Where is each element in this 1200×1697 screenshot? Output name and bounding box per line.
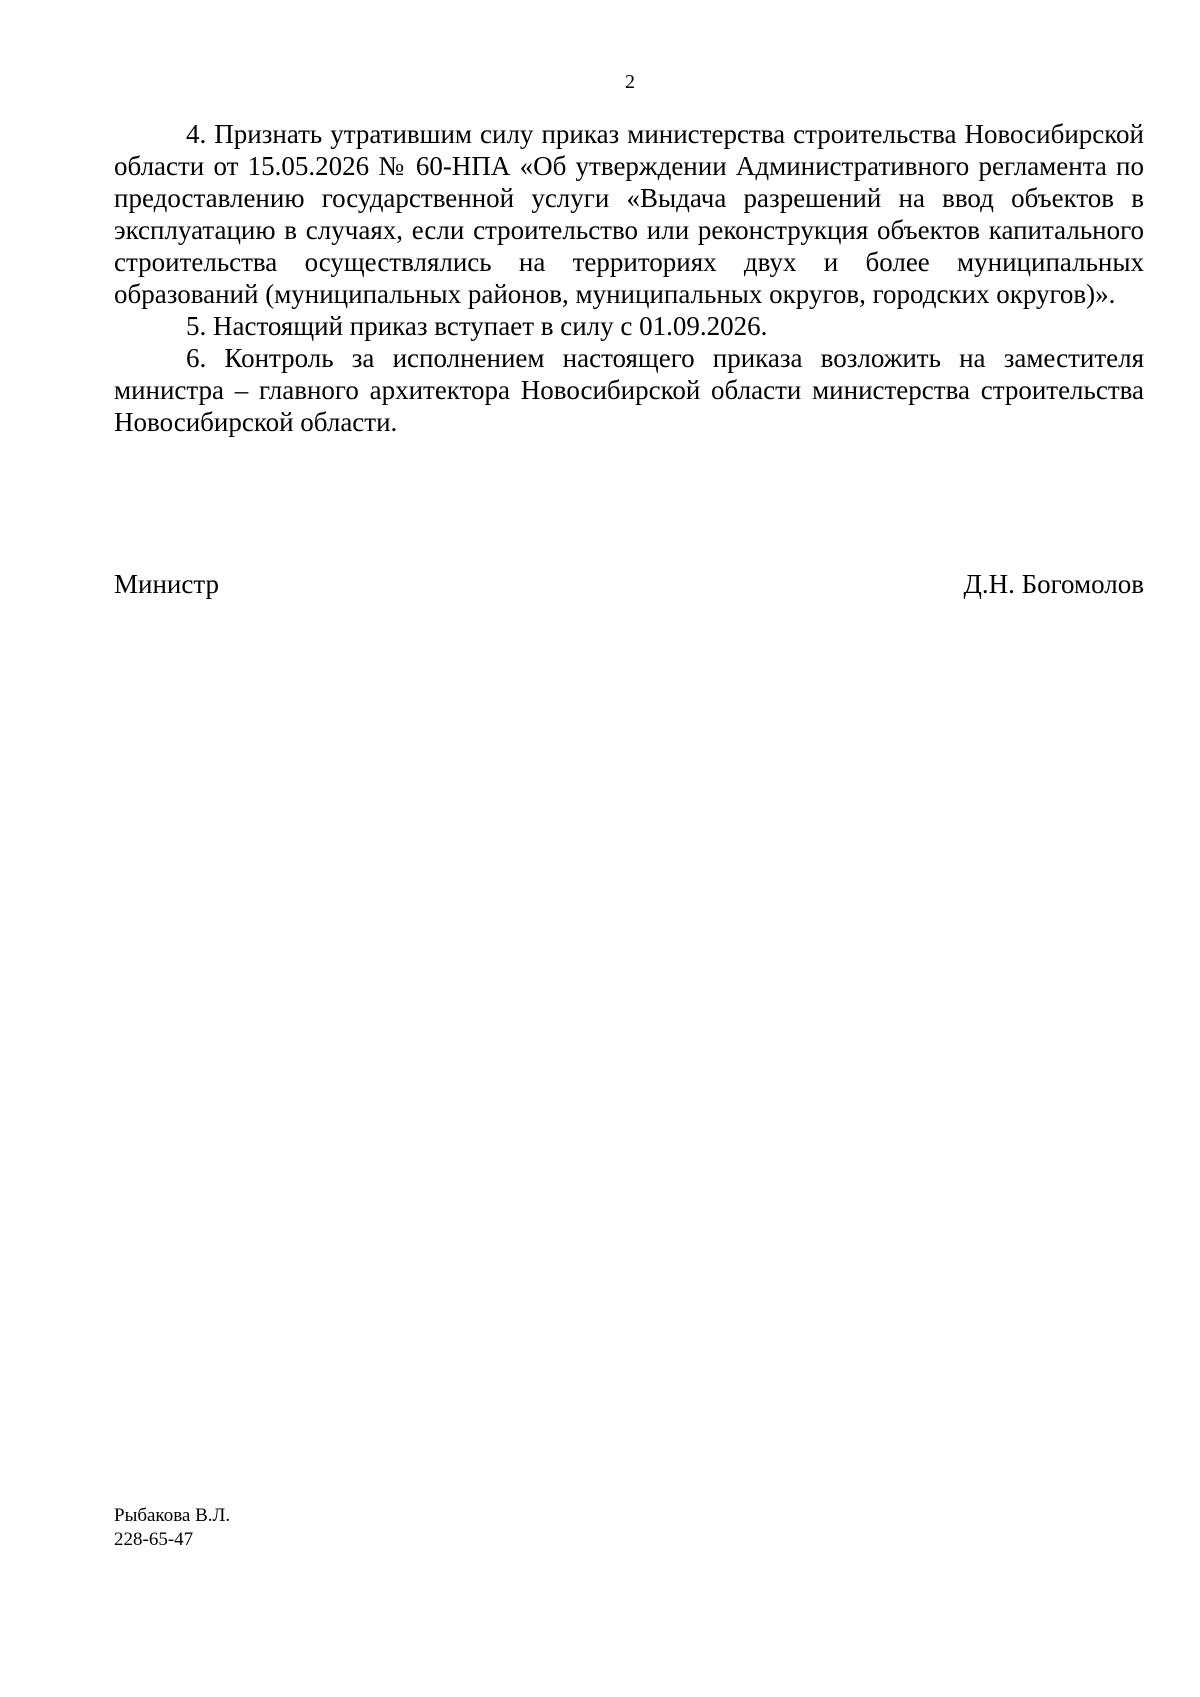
paragraph-6: 6. Контроль за исполнением настоящего приказа возложить на заместителя министра – главного архитектора Новосибирской области министерства строительства Новосибирской области. <box>114 343 1144 437</box>
page-number: 2 <box>625 71 635 93</box>
signature-block <box>114 568 1144 600</box>
signatory-name: Д.Н. Богомолов <box>963 569 1144 599</box>
paragraph-5: 5. Настоящий приказ вступает в силу с 01.09.2026. <box>186 311 768 341</box>
executor-name: Рыбакова В.Л. <box>114 1505 231 1526</box>
executor-contact <box>114 1504 230 1552</box>
executor-phone: 228-65-47 <box>114 1529 194 1550</box>
paragraph-4: 4. Признать утратившим силу приказ министерства строительства Новосибирской области от 15.05.2026 № 60-НПА «Об утверждении Административного регламента по предоставлению государственной услуги «Выдача разрешений на ввод объектов в эксплуатацию в случаях, если строительство или реконструкция объектов капитального строительства осуществлялись на территориях двух и более муниципальных образований (муниципальных районов, муниципальных округов, городских округов)». <box>114 119 1144 309</box>
signatory-position: Министр <box>114 569 219 599</box>
document-body <box>114 118 1144 438</box>
